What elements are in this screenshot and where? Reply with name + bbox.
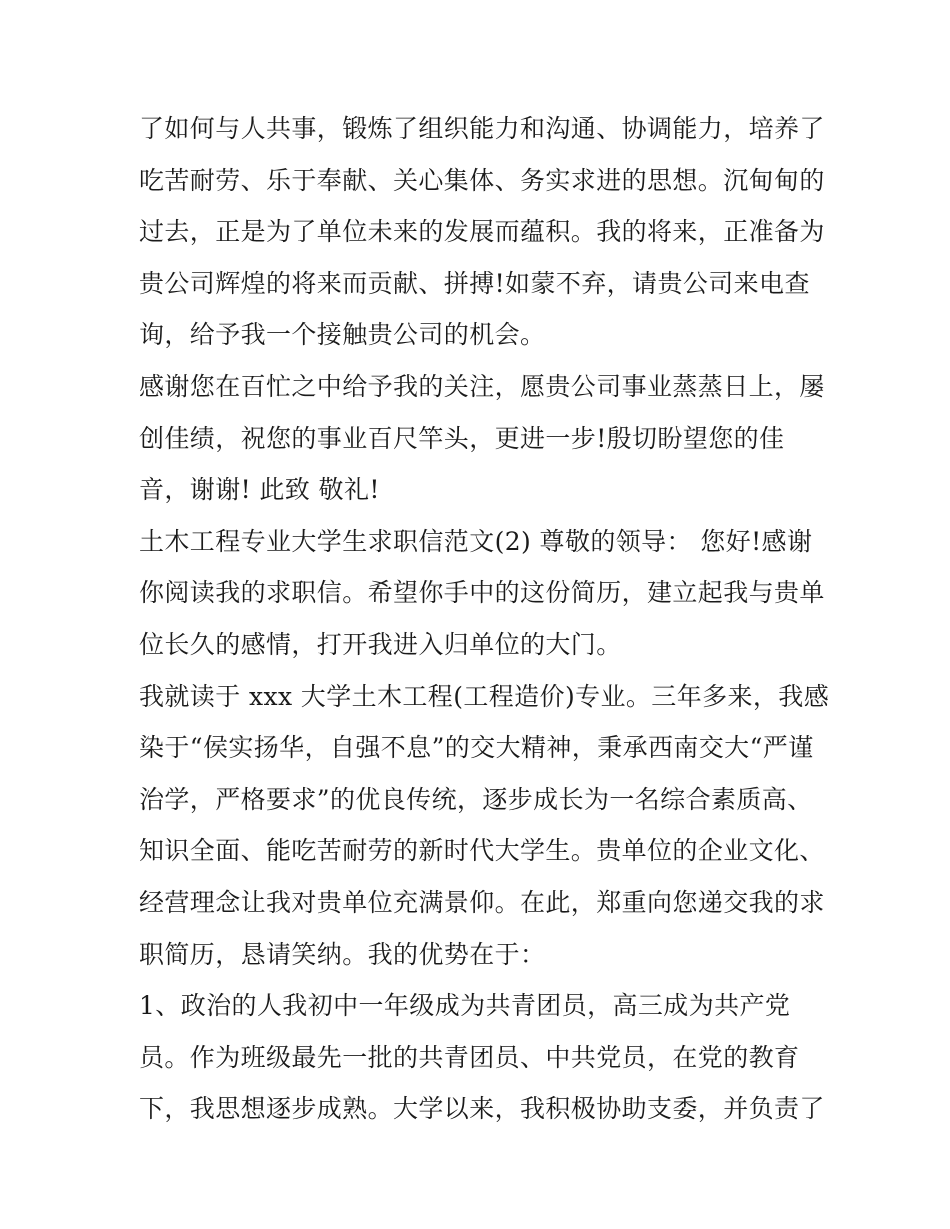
text-line: 员。作为班级最先一批的共青团员、中共党员，在党的教育 (139, 1042, 800, 1072)
text-line: 贵公司辉煌的将来而贡献、拼搏!如蒙不弃，请贵公司来电查 (139, 268, 810, 298)
text-line: 吃苦耐劳、乐于奉献、关心集体、务实求进的思想。沉甸甸的 (139, 165, 825, 195)
document-body (139, 103, 839, 1135)
text-line: 我就读于 xxx 大学土木工程(工程造价)专业。三年多来，我感 (139, 681, 830, 711)
text-line: 你阅读我的求职信。希望你手中的这份简历，建立起我与贵单 (139, 578, 825, 608)
text-line: 职简历，恳请笑纳。我的优势在于： (139, 939, 546, 969)
text-line: 了如何与人共事，锻炼了组织能力和沟通、协调能力，培养了 (139, 114, 825, 143)
text-line: 感谢您在百忙之中给予我的关注，愿贵公司事业蒸蒸日上，屡 (139, 371, 825, 401)
text-line: 知识全面、能吃苦耐劳的新时代大学生。贵单位的企业文化、 (139, 836, 825, 866)
text-line: 经营理念让我对贵单位充满景仰。在此，郑重向您递交我的求 (139, 887, 825, 917)
text-line: 1、政治的人我初中一年级成为共青团员，高三成为共产党 (139, 991, 791, 1021)
text-line: 下，我思想逐步成熟。大学以来，我积极协助支委，并负责了 (139, 1094, 825, 1124)
text-line: 位长久的感情，打开我进入归单位的大门。 (139, 629, 622, 659)
text-line: 创佳绩，祝您的事业百尺竿头，更进一步!殷切盼望您的佳 (139, 423, 785, 453)
text-line: 土木工程专业大学生求职信范文(2) 尊敬的领导： 您好!感谢 (139, 526, 813, 556)
text-line: 染于“侯实扬华，自强不息”的交大精神，秉承西南交大“严谨 (139, 733, 814, 763)
text-line: 音，谢谢! 此致 敬礼! (139, 475, 380, 505)
text-line: 过去，正是为了单位未来的发展而蕴积。我的将来，正准备为 (139, 217, 825, 247)
text-line: 询，给予我一个接触贵公司的机会。 (139, 320, 546, 350)
text-line: 治学，严格要求”的优良传统，逐步成长为一名综合素质高、 (139, 784, 813, 814)
